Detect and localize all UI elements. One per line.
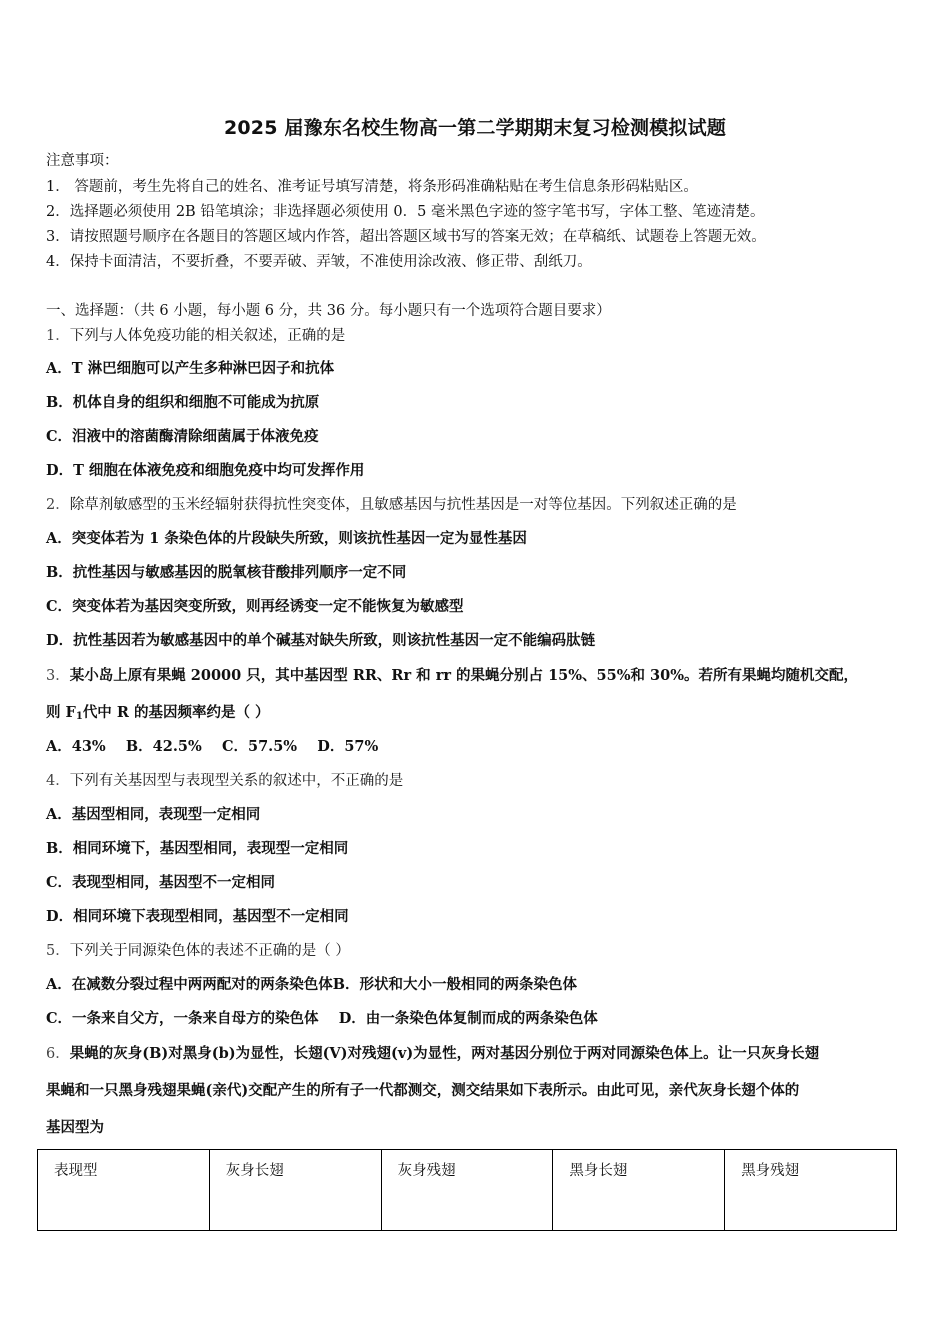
question-4 <box>46 771 403 791</box>
question-stem: 下列有关基因型与表现型关系的叙述中，不正确的是 <box>69 773 404 789</box>
table-row <box>38 1150 897 1231</box>
q4-option-a: A．基因型相同，表现型一定相同 <box>46 806 261 823</box>
question-6 <box>46 1044 819 1064</box>
q5-options-ab: A．在减数分裂过程中两两配对的两条染色体B．形状和大小一般相同的两条染色体 <box>46 976 578 993</box>
q4-option-b: B．相同环境下，基因型相同，表现型一定相同 <box>46 840 349 857</box>
notice-item: 3．请按照题号顺序在各题目的答题区域内作答，超出答题区域书写的答案无效；在草稿纸、试题卷上答题无效。 <box>46 229 766 245</box>
stem-text: 则 F <box>46 704 76 721</box>
page-title: 2025 届豫东名校生物高一第二学期期末复习检测模拟试题 <box>223 117 727 139</box>
question-number: 5． <box>46 943 70 959</box>
q2-option-a: A．突变体若为 1 条染色体的片段缺失所致，则该抗性基因一定为显性基因 <box>46 530 527 547</box>
question-stem: 下列关于同源染色体的表述不正确的是（ ） <box>69 943 350 959</box>
question-number: 4． <box>46 773 70 789</box>
q1-option-c: C．泪液中的溶菌酶清除细菌属于体液免疫 <box>46 428 319 445</box>
stem-text: 代中 R 的基因频率约是（ ） <box>82 704 270 721</box>
q4-option-c: C．表现型相同，基因型不一定相同 <box>46 874 276 891</box>
question-number: 2． <box>46 497 70 513</box>
q3-options: A．43% B．42.5% C．57.5% D．57% <box>46 738 379 755</box>
notice-item: 4．保持卡面清洁，不要折叠，不要弄破、弄皱，不准使用涂改液、修正带、刮纸刀。 <box>46 254 592 270</box>
subscript: 1 <box>75 711 83 722</box>
question-6-continued: 基因型为 <box>46 1119 104 1136</box>
notice-heading: 注意事项： <box>46 153 119 169</box>
question-number: 1． <box>46 328 70 344</box>
table-header-cell: 灰身长翅 <box>209 1150 381 1231</box>
q2-option-b: B．抗性基因与敏感基因的脱氧核苷酸排列顺序一定不同 <box>46 564 407 581</box>
notice-item: 2．选择题必须使用 2B 铅笔填涂；非选择题必须使用 0．5 毫米黑色字迹的签字笔书写，字体工整、笔迹清楚。 <box>46 204 765 220</box>
q5-options-cd: C．一条来自父方，一条来自母方的染色体 D．由一条染色体复制而成的两条染色体 <box>46 1010 598 1027</box>
table-header-cell: 黑身长翅 <box>553 1150 725 1231</box>
question-stem: 除草剂敏感型的玉米经辐射获得抗性突变体，且敏感基因与抗性基因是一对等位基因。下列叙述正确的是 <box>69 497 737 513</box>
notice-item: 1． 答题前，考生先将自己的姓名、准考证号填写清楚，将条形码准确粘贴在考生信息条形码粘贴区。 <box>46 179 698 195</box>
question-number: 3． <box>46 668 70 684</box>
results-table <box>37 1149 897 1231</box>
q2-option-c: C．突变体若为基因突变所致，则再经诱变一定不能恢复为敏感型 <box>46 598 464 615</box>
q1-option-d: D．T 细胞在体液免疫和细胞免疫中均可发挥作用 <box>46 462 365 479</box>
section-heading: 一、选择题：（共 6 小题，每小题 6 分，共 36 分。每小题只有一个选项符合题目要求） <box>46 303 611 319</box>
q1-option-a: A．T 淋巴细胞可以产生多种淋巴因子和抗体 <box>46 360 335 377</box>
question-3-continued <box>46 703 270 727</box>
q1-option-b: B．机体自身的组织和细胞不可能成为抗原 <box>46 394 320 411</box>
q2-option-d: D．抗性基因若为敏感基因中的单个碱基对缺失所致，则该抗性基因一定不能编码肽链 <box>46 632 596 649</box>
table-header-cell: 灰身残翅 <box>381 1150 553 1231</box>
table-header-cell: 表现型 <box>38 1150 210 1231</box>
question-5 <box>46 941 350 961</box>
question-stem: 果蝇的灰身(B)对黑身(b)为显性，长翅(V)对残翅(v)为显性，两对基因分别位于两对同源染色体上。让一只灰身长翅 <box>69 1045 820 1062</box>
question-1 <box>46 326 345 346</box>
question-6-continued: 果蝇和一只黑身残翅果蝇(亲代)交配产生的所有子一代都测交，测交结果如下表所示。由此可见，亲代灰身长翅个体的 <box>46 1082 800 1099</box>
question-stem: 某小岛上原有果蝇 20000 只，其中基因型 RR、Rr 和 rr 的果蝇分别占 15%、55%和 30%。若所有果蝇均随机交配， <box>69 667 858 684</box>
table-header-cell: 黑身残翅 <box>725 1150 897 1231</box>
question-3 <box>46 666 858 686</box>
question-2 <box>46 495 737 515</box>
question-number: 6． <box>46 1046 70 1062</box>
q4-option-d: D．相同环境下表现型相同，基因型不一定相同 <box>46 908 349 925</box>
question-stem: 下列与人体免疫功能的相关叙述，正确的是 <box>69 328 346 344</box>
